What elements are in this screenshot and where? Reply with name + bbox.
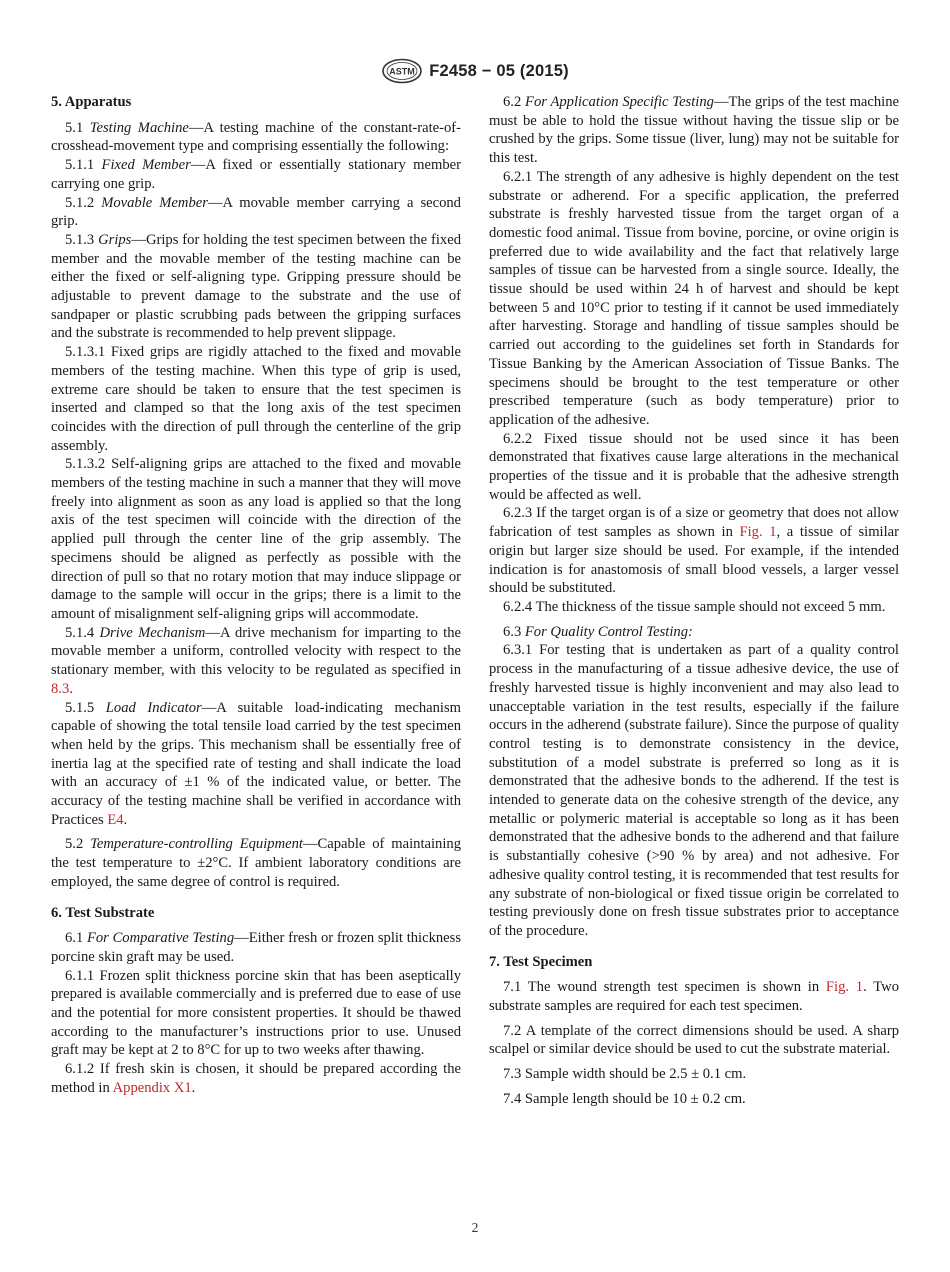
para-7-4: 7.4 Sample length should be 10 ± 0.2 cm. xyxy=(503,1090,746,1107)
para-5-1-3: 5.1.3 Grips—Grips for holding the test specimen between the fixed member and the movable member of the testing machine can be either the fixed or self-aligning type. Gripping pressure should be adjustable to prevent damage to the substrate and the use of sandpaper or plastic scrubbing pads between the gripping surfaces and the substrate is recommended to help prevent slippage. xyxy=(51,231,461,342)
para-6-3: 6.3 For Quality Control Testing: xyxy=(503,623,693,640)
para-5-1-5: 5.1.5 Load Indicator—A suitable load-indicating mechanism capable of showing the total tensile load carried by the test specimen when held by the grips. This mechanism shall be essentially free of inertia lag at the specified rate of testing and shall indicate the load with an accuracy of ±1 % of the indicated value, or better. The accuracy of the testing machine shall be verified in accordance with Practices E4. xyxy=(51,699,461,828)
para-5-1: 5.1 Testing Machine—A testing machine of the constant-rate-of-crosshead-movement type and comprising essentially the following: xyxy=(51,119,462,155)
para-6-1-2: 6.1.2 If fresh skin is chosen, it should be prepared according the method in Appendix X1. xyxy=(51,1061,461,1096)
para-7-1: 7.1 The wound strength test specimen is shown in Fig. 1. Two substrate samples are required for each test specimen. xyxy=(489,979,899,1015)
para-7-3: 7.3 Sample width should be 2.5 ± 0.1 cm. xyxy=(503,1066,747,1083)
section-6-heading: 6. Test Substrate xyxy=(51,904,155,921)
para-5-1-3-2: 5.1.3.2 Self-aligning grips are attached to the fixed and movable members of the testing machine in such a manner that they will move freely into alignment as soon as any load is applied so that the long axis of the test specimen will coincide with the direction of the applied pull through the center line of the grip assembly. The specimens should be aligned as perfectly as possible with the direction of pull so that no rotary motion that may induce slippage or damage to the sample will occur in the grips; there is a limit to the amount of misalignment self-aligning grips will accommodate. xyxy=(51,456,461,622)
para-5-1-3-1: 5.1.3.1 Fixed grips are rigidly attached to the fixed and movable members of the testing machine. When this type of grip is used, extreme care should be taken to ensure that the test specimen is inserted and clamped so that the long axis of the test specimen coincides with the direction of pull through the centerline of the grip assembly. xyxy=(51,344,461,454)
para-5-1-1: 5.1.1 Fixed Member—A fixed or essentially stationary member carrying one grip. xyxy=(51,157,461,192)
para-5-1-2: 5.1.2 Movable Member—A movable member carrying a second grip. xyxy=(51,194,461,230)
para-5-1-4: 5.1.4 Drive Mechanism—A drive mechanism for imparting to the movable member a uniform, controlled velocity with respect to the stationary member, with this velocity to be regulated as specified in 8.3. xyxy=(51,624,461,697)
logo-text: ASTM xyxy=(389,66,415,77)
astm-logo-icon xyxy=(381,58,423,84)
ref-appendix-x1-link[interactable]: Appendix X1 xyxy=(112,1079,192,1096)
ref-e4-link[interactable]: E4 xyxy=(107,811,124,828)
para-6-1: 6.1 For Comparative Testing—Either fresh or frozen split thickness porcine skin graft may be used. xyxy=(51,930,462,965)
para-6-2-3: 6.2.3 If the target organ is of a size or geometry that does not allow fabrication of test samples as shown in Fig. 1, a tissue of similar origin but larger size should be used. For example, if the intended indication is for anastomosis of small blood vessels, a larger vessel should be substituted. xyxy=(489,505,900,597)
ref-fig-1-link[interactable]: Fig. 1 xyxy=(825,979,864,996)
standard-designation: F2458 − 05 (2015) xyxy=(429,61,569,80)
left-column xyxy=(51,93,461,1098)
para-5-2: 5.2 Temperature-controlling Equipment—Capable of maintaining the test temperature to ±2°C. If ambient laboratory conditions are employed, the same degree of control is required. xyxy=(51,836,462,890)
ref-8-3-link[interactable]: 8.3 xyxy=(51,680,70,697)
para-6-2-2: 6.2.2 Fixed tissue should not be used since it has been demonstrated that fixatives cause large alterations in the mechanical properties of the tissue and it is probable that the adhesive strength would be affected as well. xyxy=(489,430,899,503)
page-number: 2 xyxy=(471,1220,479,1235)
right-column xyxy=(489,93,899,1109)
ref-fig-1-link[interactable]: Fig. 1 xyxy=(739,524,777,541)
para-6-1-1: 6.1.1 Frozen split thickness porcine skin that has been aseptically prepared is available commercially and is preferred due to ease of use and the potential for more consistent properties. It should be thawed according to the manufacturer’s instructions prior to use. Unused graft may be kept at 2 to 8°C for up to two weeks after thawing. xyxy=(51,967,461,1059)
para-6-2-4: 6.2.4 The thickness of the tissue sample should not exceed 5 mm. xyxy=(503,598,886,615)
para-6-2: 6.2 For Application Specific Testing—The grips of the test machine must be able to hold the tissue without having the tissue slip or be crushed by the grips. Some tissue (liver, lung) may not be suitable for this test. xyxy=(489,94,900,167)
section-7-heading: 7. Test Specimen xyxy=(489,953,593,970)
para-7-2: 7.2 A template of the correct dimensions should be used. A sharp scalpel or similar device should be used to cut the substrate material. xyxy=(489,1022,899,1058)
section-5-heading: 5. Apparatus xyxy=(51,94,132,110)
page-header xyxy=(0,57,950,85)
para-6-2-1: 6.2.1 The strength of any adhesive is highly dependent on the test substrate or adherend. For a specific application, the preferred substrate is freshly harvested tissue from the target organ of a domestic food animal. Tissue from bovine, porcine, or ovine origin is preferred due to wide availability and the fact that relatively large samples of tissue can be harvested from a single source. Ideally, the tissue should be used within 24 h of harvest and should be kept between 5 and 10°C prior to testing if it cannot be used immediately after harvesting. Storage and handling of tissue samples should be carried out according to the guidelines set forth in Standards for Tissue Banking by the American Association of Tissue Banks. The specimens should be brought to the test temperature or other prescribed temperature (such as body temperature) prior to application of the adhesive. xyxy=(489,168,899,428)
para-6-3-1: 6.3.1 For testing that is undertaken as part of a quality control process in the manufacturing of a tissue adhesive device, the use of freshly harvested tissue is highly inconvenient and may also lead to unacceptable variation in the test results, especially if the failure occurs in the adherend (substrate failure). Since the purpose of quality control testing is to demonstrate consistency in the device, substitution of a model substrate is preferred so long as it is demonstrated that the adhesive bonds to the adherend. If the test is intended to generate data on the cohesive strength of the device, any metallic or polymeric material is acceptable so long as it has been demonstrated that the adhesive bonds to the adherend and that failure is substantially cohesive (>90 % by area) and not adhesive. For adhesive quality control testing, it is recommended that test results for any substrate of non-biological or fixed tissue origin be correlated to testing previously done on fresh tissue substrates prior to acceptance of the procedure. xyxy=(489,642,899,939)
